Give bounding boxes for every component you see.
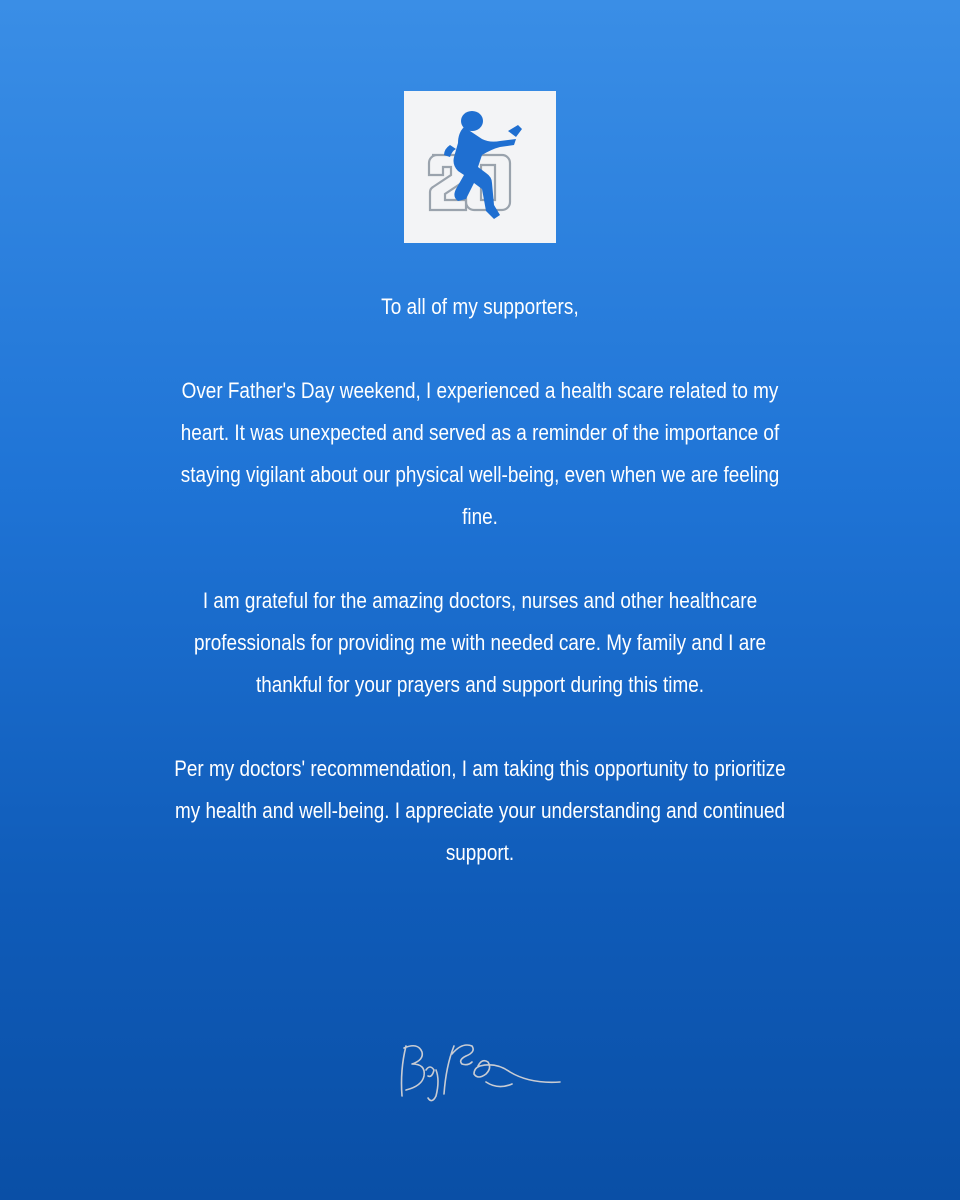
paragraph-health-scare: Over Father's Day weekend, I experienced a health scare related to my heart. It was unexpected and served as a reminder of the importance of staying vigilant about our physical well-being, even when we are feeling fine. (180, 378, 780, 529)
letter-body (120, 286, 840, 916)
paragraph-gratitude: I am grateful for the amazing doctors, nurses and other healthcare professionals for providing me with needed care. My family and I are thankful for your prayers and support during this time. (193, 588, 767, 697)
handwritten-signature-icon (392, 1026, 572, 1110)
football-player-icon (404, 91, 556, 243)
logo-badge (404, 91, 556, 243)
salutation: To all of my supporters, (381, 294, 579, 319)
paragraph-priority: Per my doctors' recommendation, I am taking this opportunity to prioritize my health and well-being. I appreciate your understanding and continued support. (174, 756, 786, 865)
